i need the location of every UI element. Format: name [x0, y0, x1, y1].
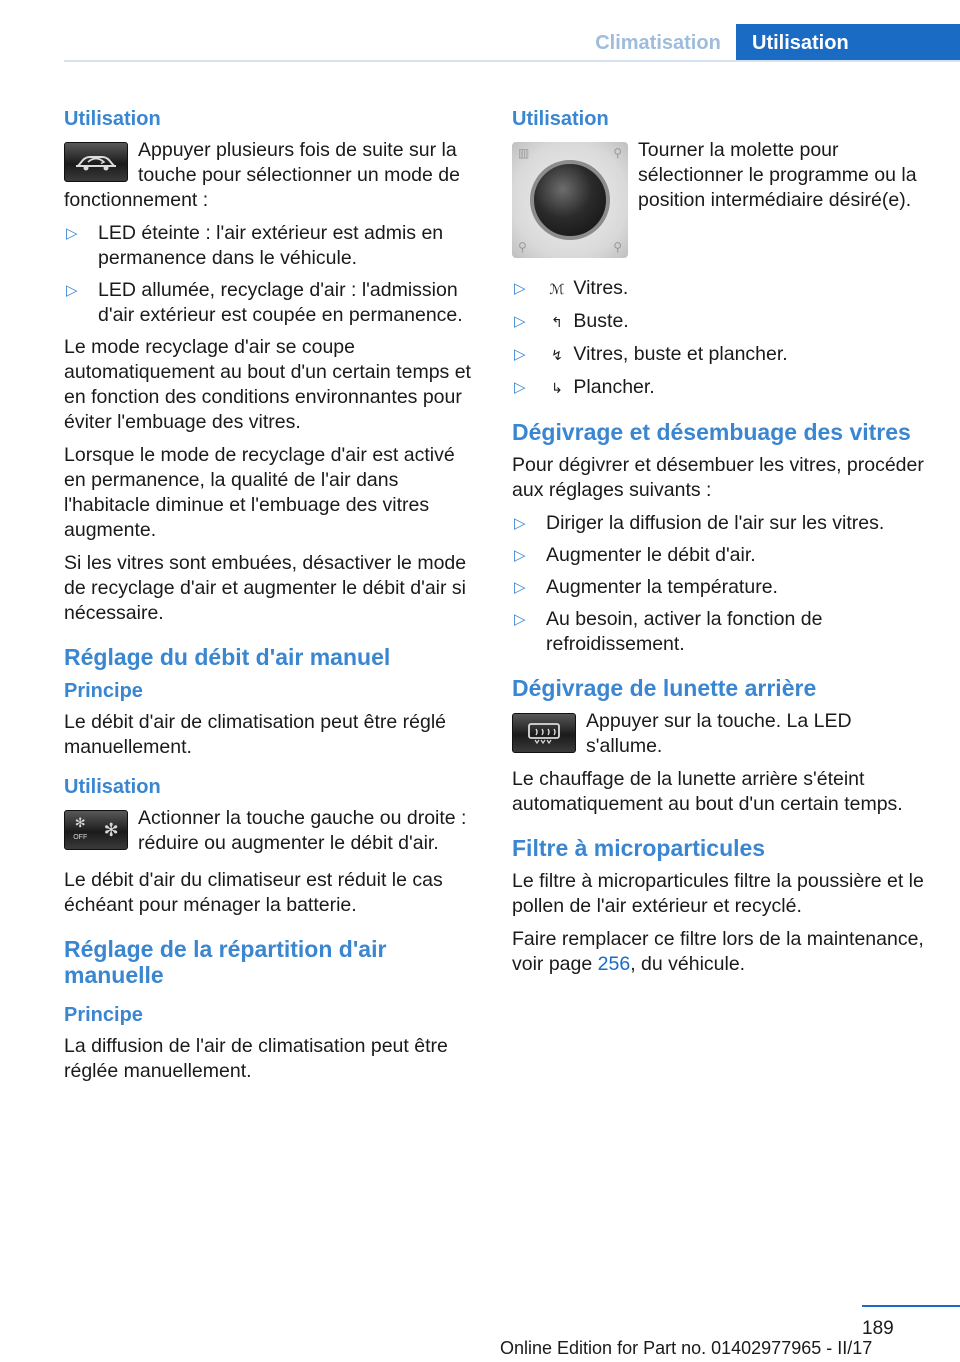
section-subheading: Utilisation [64, 108, 161, 130]
section-heading-lunette: Dégivrage de lunette arrière [512, 675, 817, 701]
triangle-right-icon: ▷ [66, 282, 78, 299]
recirculation-instruction: Appuyer plusieurs fois de suite sur la touche pour sélectionner un mode de fonctionnement : [64, 139, 460, 211]
triangle-right-icon: ▷ [514, 313, 526, 330]
fan-low-icon: ✻ OFF [73, 814, 88, 841]
fan-speed-button-image [64, 810, 128, 850]
car-recirculation-icon [74, 151, 118, 173]
section-heading-filtre: Filtre à microparticules [512, 835, 766, 861]
triangle-right-icon: ▷ [514, 346, 526, 363]
page-number: 189 [862, 1318, 894, 1339]
edition-footer: Online Edition for Part no. 01402977965 - II/17 [500, 1338, 873, 1358]
windshield-icon: ℳ [549, 281, 565, 297]
section-heading-debit: Réglage du débit d'air manuel [64, 644, 391, 670]
rear-defrost-instruction: Appuyer sur la touche. La LED s'allume. [586, 710, 852, 757]
person-upper-icon: ↰ [551, 314, 563, 330]
subheading-principe: Principe [64, 680, 143, 702]
recirculation-block [64, 138, 478, 213]
footer-divider [862, 1305, 960, 1307]
tab-climatisation[interactable]: Climatisation [595, 32, 721, 54]
section-subheading: Utilisation [512, 108, 609, 130]
recirculation-button-image [64, 142, 128, 182]
paragraph: Lorsque le mode de recyclage d'air est activé en permanence, la qualité de l'air dans l'habitacle diminue et l'embuage des vitres augmente. [64, 444, 455, 541]
list-item: ▷ ↰ Buste. [512, 309, 926, 335]
defrost-steps-list [512, 511, 926, 657]
left-column [64, 98, 478, 1092]
header-divider [64, 60, 960, 62]
paragraph: Si les vitres sont embuées, désactiver le mode de recyclage d'air et augmenter le débit d'air si nécessaire. [64, 552, 467, 624]
distribution-modes-list [512, 276, 926, 401]
rear-defrost-button-image [512, 713, 576, 753]
paragraph: Pour dégivrer et désembuer les vitres, procéder aux réglages suivants : [512, 454, 924, 501]
list-item: ▷ LED éteinte : l'air extérieur est admis en permanence dans le véhicule. [66, 222, 444, 269]
rear-window-defrost-icon [524, 721, 564, 745]
section-heading-repartition: Réglage de la répartition d'air manuelle [64, 936, 387, 988]
recirculation-modes-list [64, 221, 478, 328]
windshield-icon: ▥ [518, 146, 530, 160]
triangle-right-icon: ▷ [514, 611, 526, 628]
person-icon: ⚲ [518, 240, 527, 254]
paragraph: Le débit d'air du climatiseur est réduit le cas échéant pour ménager la batterie. [64, 869, 443, 916]
rear-defrost-block [512, 709, 926, 759]
list-item: ▷ ℳ Vitres. [512, 276, 926, 302]
fan-speed-block [64, 806, 478, 856]
person-all-icon: ↯ [551, 347, 563, 363]
subheading-utilisation: Utilisation [64, 776, 161, 798]
list-item: ▷ Diriger la diffusion de l'air sur les vitres. [514, 512, 885, 534]
triangle-right-icon: ▷ [514, 547, 526, 564]
list-item: ▷ Augmenter la température. [514, 576, 778, 598]
list-item: ▷ ↳ Plancher. [512, 375, 926, 401]
paragraph: Le chauffage de la lunette arrière s'éteint automatiquement au bout d'un certain temps. [512, 768, 903, 815]
paragraph: La diffusion de l'air de climatisation peut être réglée manuellement. [64, 1035, 448, 1082]
triangle-right-icon: ▷ [514, 280, 526, 297]
section-heading-degivrage: Dégivrage et désembuage des vitres [512, 419, 911, 445]
fan-high-icon: ✻ [103, 819, 119, 840]
dial-knob [530, 160, 610, 240]
list-item: ▷ ↯ Vitres, buste et plancher. [512, 342, 926, 368]
triangle-right-icon: ▷ [514, 379, 526, 396]
person-floor-icon: ↳ [551, 380, 563, 396]
paragraph: Faire remplacer ce filtre lors de la maintenance, voir page 256, du véhicule. [512, 928, 924, 975]
right-column [512, 98, 926, 985]
triangle-right-icon: ▷ [514, 579, 526, 596]
list-item: ▷ LED allumée, recyclage d'air : l'admission d'air extérieur est coupée en permanence. [66, 279, 463, 326]
tab-utilisation[interactable]: Utilisation [736, 24, 960, 62]
paragraph: Le débit d'air de climatisation peut être réglé manuellement. [64, 711, 447, 758]
dial-instruction: Tourner la molette pour sélectionner le programme ou la position intermédiaire désiré(e). [638, 139, 917, 211]
subheading-principe: Principe [64, 1004, 143, 1026]
person-icon: ⚲ [613, 240, 622, 254]
person-icon: ⚲ [613, 146, 622, 160]
paragraph: Le filtre à microparticules filtre la poussière et le pollen de l'air extérieur et recyclé. [512, 870, 924, 917]
triangle-right-icon: ▷ [66, 225, 78, 242]
list-item: ▷ Augmenter le débit d'air. [514, 544, 756, 566]
page-reference-link[interactable]: 256 [597, 953, 631, 975]
paragraph: Le mode recyclage d'air se coupe automatiquement au bout d'un certain temps et en fonction des conditions environnantes pour éviter l'embuage des vitres. [64, 336, 471, 433]
air-distribution-block [512, 138, 926, 262]
triangle-right-icon: ▷ [514, 515, 526, 532]
fan-speed-instruction: Actionner la touche gauche ou droite : réduire ou augmenter le débit d'air. [138, 807, 467, 854]
list-item: ▷ Au besoin, activer la fonction de refroidissement. [514, 608, 823, 655]
air-distribution-dial-image [512, 142, 628, 258]
